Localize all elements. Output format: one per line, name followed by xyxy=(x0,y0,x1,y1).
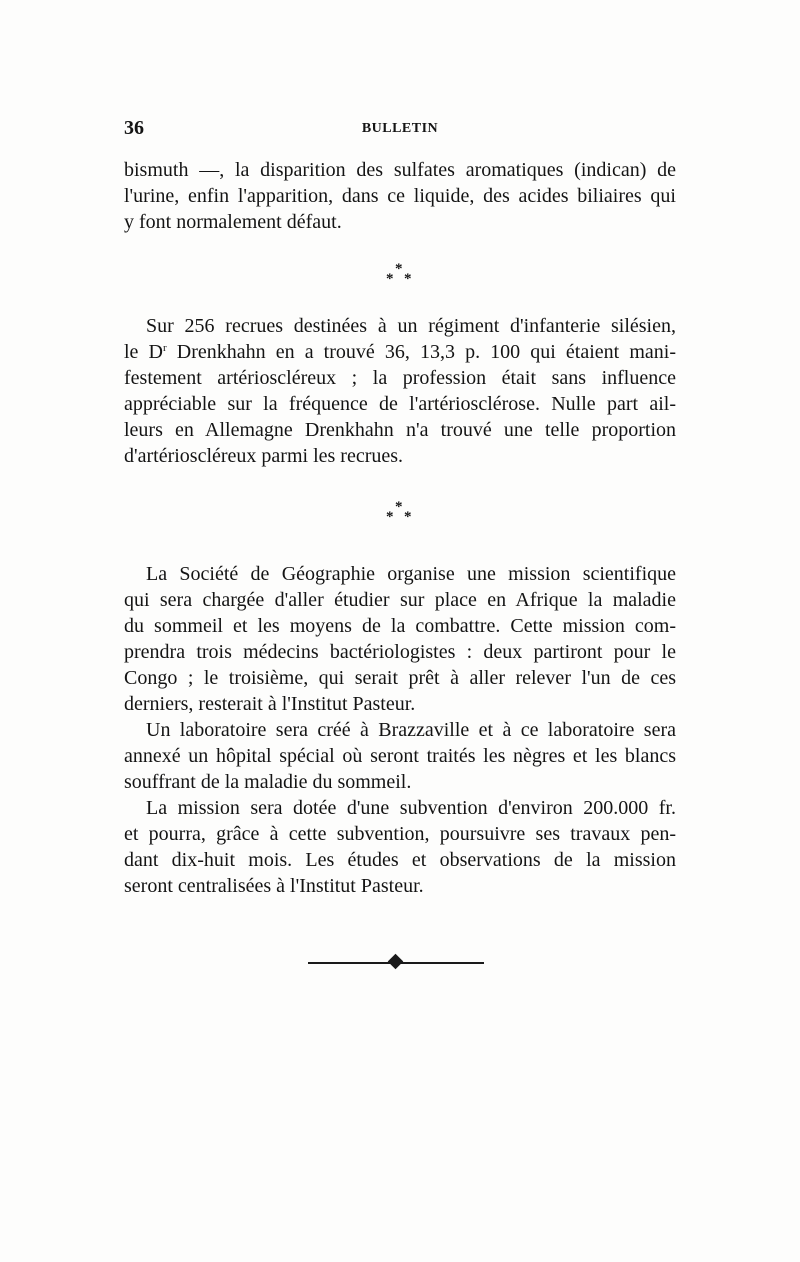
text-line: leurs en Allemagne Drenkhahn n'a trouvé une telle proportion xyxy=(124,419,676,441)
text-line: annexé un hôpital spécial où seront traités les nègres et les blancs xyxy=(124,745,676,767)
text-line: derniers, resterait à l'Institut Pasteur. xyxy=(124,693,416,715)
superscript: r xyxy=(162,342,167,354)
asterisk-icon: * xyxy=(386,271,394,287)
text-line: dant dix-huit mois. Les études et observations de la mission xyxy=(124,849,676,871)
text-line: et pourra, grâce à cette subvention, poursuivre ses travaux pen- xyxy=(124,823,676,845)
asterisk-icon: * xyxy=(386,509,394,525)
text-line: Congo ; le troisième, qui serait prêt à aller relever l'un de ces xyxy=(124,667,676,689)
text-line: du sommeil et les moyens de la combattre. Cette mission com- xyxy=(124,615,676,637)
text-fragment: le D xyxy=(124,341,163,363)
text-line: appréciable sur la fréquence de l'artériosclérose. Nulle part ail- xyxy=(124,393,676,415)
running-title: BULLETIN xyxy=(361,121,439,136)
text-line: festement artérioscléreux ; la profession était sans influence xyxy=(124,367,676,389)
asterism-divider xyxy=(370,262,430,302)
text-line: Sur 256 recrues destinées à un régiment d'infanterie silésien, xyxy=(146,315,676,337)
asterisk-icon: * xyxy=(395,261,403,277)
text-line: seront centralisées à l'Institut Pasteur. xyxy=(124,875,424,897)
asterism-divider xyxy=(370,500,430,540)
text-line: Un laboratoire sera créé à Brazzaville et à ce laboratoire sera xyxy=(146,719,676,741)
text-fragment: Drenkhahn en a trouvé 36, 13,3 p. 100 qui étaient mani- xyxy=(166,341,676,363)
text-line xyxy=(124,339,676,365)
diamond-ornament-icon xyxy=(388,954,404,970)
text-line: souffrant de la maladie du sommeil. xyxy=(124,771,412,793)
text-line: La mission sera dotée d'une subvention d'environ 200.000 fr. xyxy=(146,797,676,819)
text-line: La Société de Géographie organise une mission scientifique xyxy=(146,563,676,585)
text-line: d'artérioscléreux parmi les recrues. xyxy=(124,445,404,467)
text-line: y font normalement défaut. xyxy=(124,211,342,233)
page-header xyxy=(124,117,676,147)
asterisk-icon: * xyxy=(404,509,412,525)
text-line: bismuth —, la disparition des sulfates aromatiques (indican) de xyxy=(124,159,676,181)
page-number: 36 xyxy=(124,117,144,139)
asterisk-icon: * xyxy=(404,271,412,287)
asterisk-icon: * xyxy=(395,499,403,515)
text-line: qui sera chargée d'aller étudier sur place en Afrique la maladie xyxy=(124,589,676,611)
text-line: l'urine, enfin l'apparition, dans ce liquide, des acides biliaires qui xyxy=(124,185,676,207)
text-line: prendra trois médecins bactériologistes : deux partiront pour le xyxy=(124,641,676,663)
